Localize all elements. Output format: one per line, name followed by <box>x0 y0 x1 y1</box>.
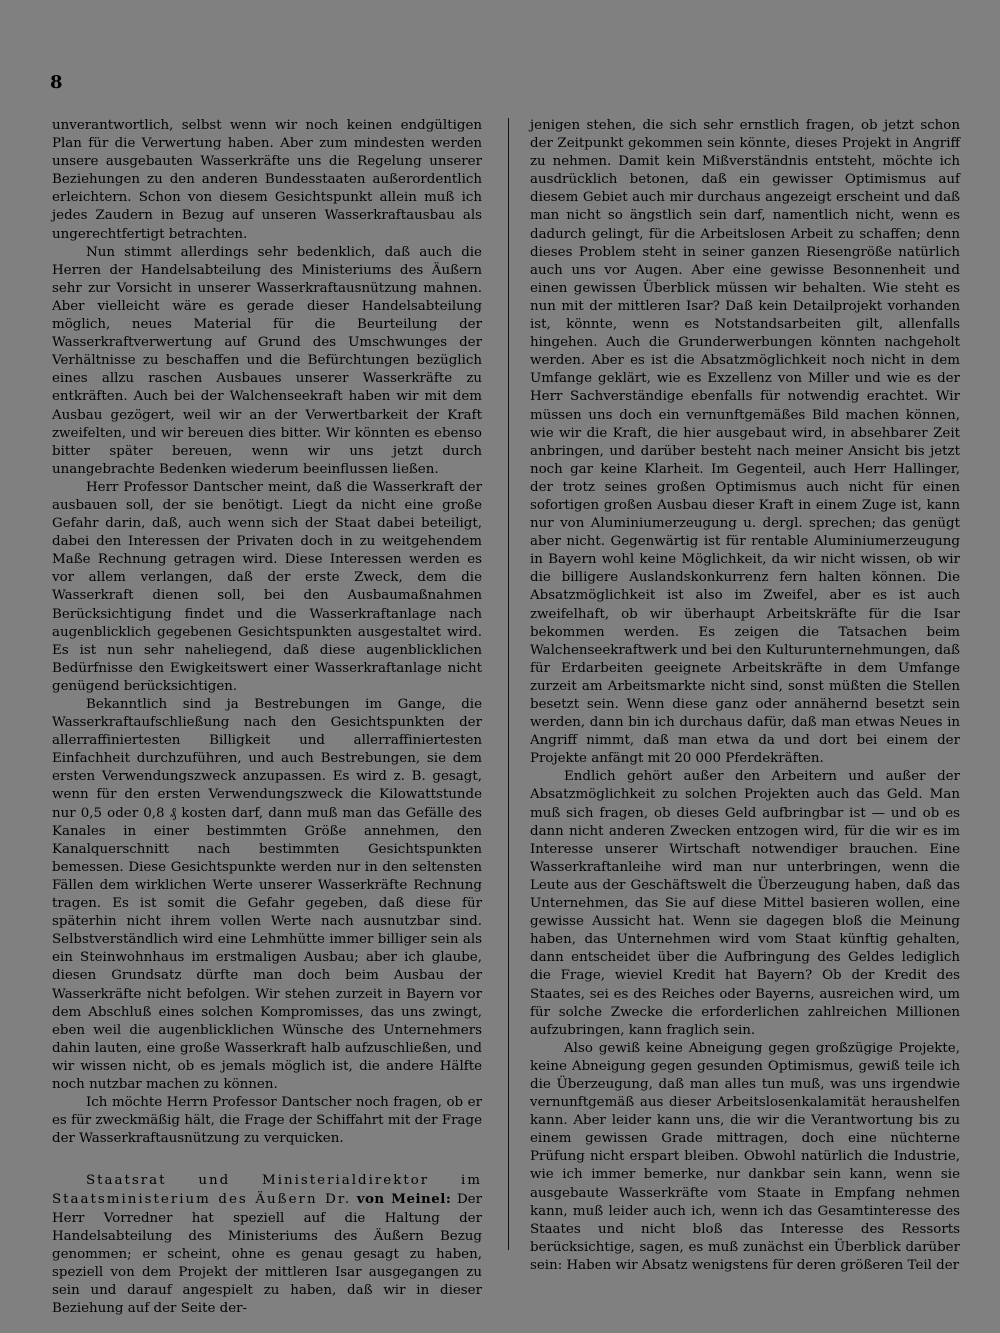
paragraph: Bekanntlich sind ja Bestrebungen im Gange, die Wasserkraftaufschließung nach den Gesichtspunkten der allerraffiniertesten Billigkeit und allerraffiniertesten Einfachheit durchzuführen, und auch Bestrebungen, sie dem ersten Verwendungszweck anzupassen. Es wird z. B. gesagt, wenn für den ersten Verwendungszweck die Kilowattstunde nur 0,5 oder 0,8 ₰ kosten darf, dann muß man das Gefälle des Kanales in einer bestimmten Größe annehmen, den Kanalquerschnitt nach bestimmten Gesichtspunkten bemessen. Diese Gesichtspunkte werden nur in den seltensten Fällen dem wirklichen Werte unserer Wasserkräfte Rechnung tragen. Es ist somit die Gefahr gegeben, daß diese für späterhin nicht ihrem vollen Werte nach ausnutzbar sind. Selbstverständlich wird eine Lehmhütte immer billiger sein als ein Steinwohnhaus im erstmaligen Ausbau; aber ich glaube, diesen Grundsatz dürfte man doch beim Ausbau der Wasserkräfte nicht befolgen. Wir stehen zurzeit in Bayern vor dem Abschluß eines solchen Kompromisses, das uns zwingt, eben weil die augenblicklichen Wünsche des Unternehmers dahin lauten, eine große Wasserkraft halb aufzuschließen, und wir wissen nicht, ob es jemals möglich ist, die andere Hälfte noch nutzbar machen zu können. <box>52 697 482 1092</box>
paragraph: jenigen stehen, die sich sehr ernstlich fragen, ob jetzt schon der Zeitpunkt gekommen sein könnte, dieses Projekt in Angriff zu nehmen. Damit kein Mißverständnis entsteht, möchte ich ausdrücklich betonen, daß ein gewisser Optimismus auf diesem Gebiet auch mir durchaus angezeigt erscheint und daß man nicht so ängstlich sein darf, namentlich nicht, wenn es dadurch gelingt, für die Arbeitslosen Arbeit zu schaffen; denn dieses Problem steht in seiner ganzen Riesengröße natürlich auch uns vor Augen. Aber eine gewisse Besonnenheit und einen gewissen Überblick müssen wir behalten. Wie steht es nun mit der mittleren Isar? Daß kein Detailprojekt vorhanden ist, könnte, wenn es Notstandsarbeiten gilt, allenfalls hingehen. Auch die Grunderwerbungen könnten nachgeholt werden. Aber es ist die Absatzmöglichkeit noch nicht in dem Umfange geklärt, wie es Exzellenz von Miller und wie es der Herr Sachverständige ebenfalls für notwendig erachtet. Wir müssen uns doch ein vernunftgemäßes Bild machen können, wie wir die Kraft, die hier ausgebaut wird, in absehbarer Zeit anbringen, und darüber besteht nach meiner Ansicht bis jetzt noch gar keine Klarheit. Im Gegenteil, auch Herr Hallinger, der trotz seines großen Optimismus auch nicht für einen sofortigen großen Ausbau dieser Kraft in einem Zuge ist, kann nur von Aluminiumerzeugung u. dergl. sprechen; das genügt aber nicht. Gegenwärtig ist für rentable Aluminiumerzeugung in Bayern wohl keine Möglichkeit, da wir nicht wissen, ob wir die billigere Auslandskonkurrenz fern halten können. Die Absatzmöglichkeit ist also im Zweifel, aber es ist auch zweifelhaft, ob wir überhaupt Arbeitskräfte für die Isar bekommen werden. Es zeigen die Tatsachen beim Walchenseekraftwerk und bei den Kulturunternehmungen, daß für Erdarbeiten geeignete Arbeitskräfte in dem Umfange zurzeit am Arbeitsmarkte nicht sind, sonst müßten die Stellen besetzt sein. Wenn diese ganz oder annähernd besetzt sein werden, dann bin ich durchaus dafür, daß man etwas Neues in Angriff nimmt, daß man etwa da und dort bei einem der Projekte anfängt mit 20 000 Pferdekräften. <box>530 118 960 767</box>
speaker-title: Staatsrat und Ministerialdirektor im Staatsministerium des Äußern Dr. <box>52 1173 482 1208</box>
speaker-paragraph <box>52 1172 482 1318</box>
paragraph: Endlich gehört außer den Arbeitern und außer der Absatzmöglichkeit zu solchen Projekten auch das Geld. Man muß sich fragen, ob dieses Geld aufbringbar ist — und ob es dann nicht anderen Zwecken entzogen wird, für die wir es im Interesse unserer Wirtschaft notwendiger brauchen. Eine Wasserkraftanleihe wird man nur unterbringen, wenn die Leute aus der Geschäftswelt die Überzeugung haben, daß das Unternehmen, das Sie auf diese Mittel basieren wollen, eine gewisse Aussicht hat. Wenn sie dagegen bloß die Meinung haben, das Unternehmen wird vom Staat künftig gehalten, dann entscheidet über die Aufbringung des Geldes lediglich die Frage, wieviel Kredit hat Bayern? Ob der Kredit des Staates, sei es des Reiches oder Bayerns, ausreichen wird, um für solche Zwecke die erforderlichen zahlreichen Millionen aufzubringen, kann fraglich sein. <box>530 769 960 1038</box>
speech-text: Der Herr Vorredner hat speziell auf die Haltung der Handelsabteilung des Ministeriums des Äußern Bezug genommen; er scheint, ohne es genau gesagt zu haben, speziell von dem Projekt der mittleren Isar ausgegangen zu sein und darauf angespielt zu haben, daß wir in dieser Beziehung auf der Seite der- <box>52 1192 482 1316</box>
column-divider <box>508 118 509 1250</box>
right-column <box>530 117 960 1275</box>
paragraph: unverantwortlich, selbst wenn wir noch keinen endgültigen Plan für die Verwertung haben. Aber zum mindesten werden unsere ausgebauten Wasserkräfte uns die Regelung unserer Beziehungen zu den anderen Bundesstaaten außerordentlich erleichtern. Schon von diesem Gesichtspunkt allein muß ich jedes Zaudern in Bezug auf unseren Wasserkraftausbau als ungerechtfertigt betrachten. <box>52 118 482 242</box>
left-column <box>52 117 482 1318</box>
paragraph: Ich möchte Herrn Professor Dantscher noch fragen, ob er es für zweckmäßig hält, die Frage der Schiffahrt mit der Frage der Wasserkraftausnützung zu verquicken. <box>52 1095 482 1147</box>
speaker-name: von Meinel: <box>356 1191 452 1208</box>
paragraph: Herr Professor Dantscher meint, daß die Wasserkraft der ausbauen soll, der sie benötigt. Liegt da nicht eine große Gefahr darin, daß, auch wenn sich der Staat dabei beteiligt, dabei den Interessen der Privaten doch in zu weitgehendem Maße Rechnung getragen wird. Diese Interessen werden es vor allem verlangen, daß der erste Zweck, dem die Wasserkraft dienen soll, bei den Ausbaumaßnahmen Berücksichtigung findet und die Wasserkraftanlage nach augenblicklich gegebenen Gesichtspunkten ausgestaltet wird. Es ist nun sehr naheliegend, daß diese augenblicklichen Bedürfnisse den Ewigkeitswert einer Wasserkraftanlage nicht genügend berücksichtigen. <box>52 479 482 694</box>
paragraph: Nun stimmt allerdings sehr bedenklich, daß auch die Herren der Handelsabteilung des Ministeriums des Äußern sehr zur Vorsicht in unserer Wasserkraftausnützung mahnen. Aber vielleicht wäre es gerade dieser Handelsabteilung möglich, neues Material für die Beurteilung der Wasserkraftverwertung auf Grund des Umschwunges der Verhältnisse zu beschaffen und die Befürchtungen bezüglich eines allzu raschen Ausbaues unserer Wasserkräfte zu entkräften. Auch bei der Walchenseekraft haben wir mit dem Ausbau gezögert, weil wir an der Verwertbarkeit der Kraft zweifelten, und wir bereuen dies bitter. Wir könnten es ebenso bitter später bereuen, wenn wir uns jetzt durch unangebrachte Bedenken wiederum beeinflussen ließen. <box>52 244 482 477</box>
paragraph: Also gewiß keine Abneigung gegen großzügige Projekte, keine Abneigung gegen gesunden Optimismus, gewiß teile ich die Überzeugung, daß man alles tun muß, was uns irgendwie vernunftgemäß aus dieser Arbeitslosenkalamität heraushelfen kann. Aber leider kann uns, die wir die Verantwortung bis zu einem gewissen Grade mittragen, doch eine nüchterne Prüfung nicht erspart bleiben. Obwohl natürlich die Industrie, wie ich immer bemerke, nur dankbar sein kann, wenn sie ausgebaute Wasserkräfte vom Staate in Empfang nehmen kann, muß leider auch ich, wenn ich das Gesamtinteresse des Staates und nicht bloß das Interesse des Ressorts berücksichtige, sagen, es muß zunächst ein Überblick darüber sein: Haben wir Absatz wenigstens für deren größeren Teil der <box>530 1040 960 1273</box>
page-number: 8 <box>50 72 63 93</box>
